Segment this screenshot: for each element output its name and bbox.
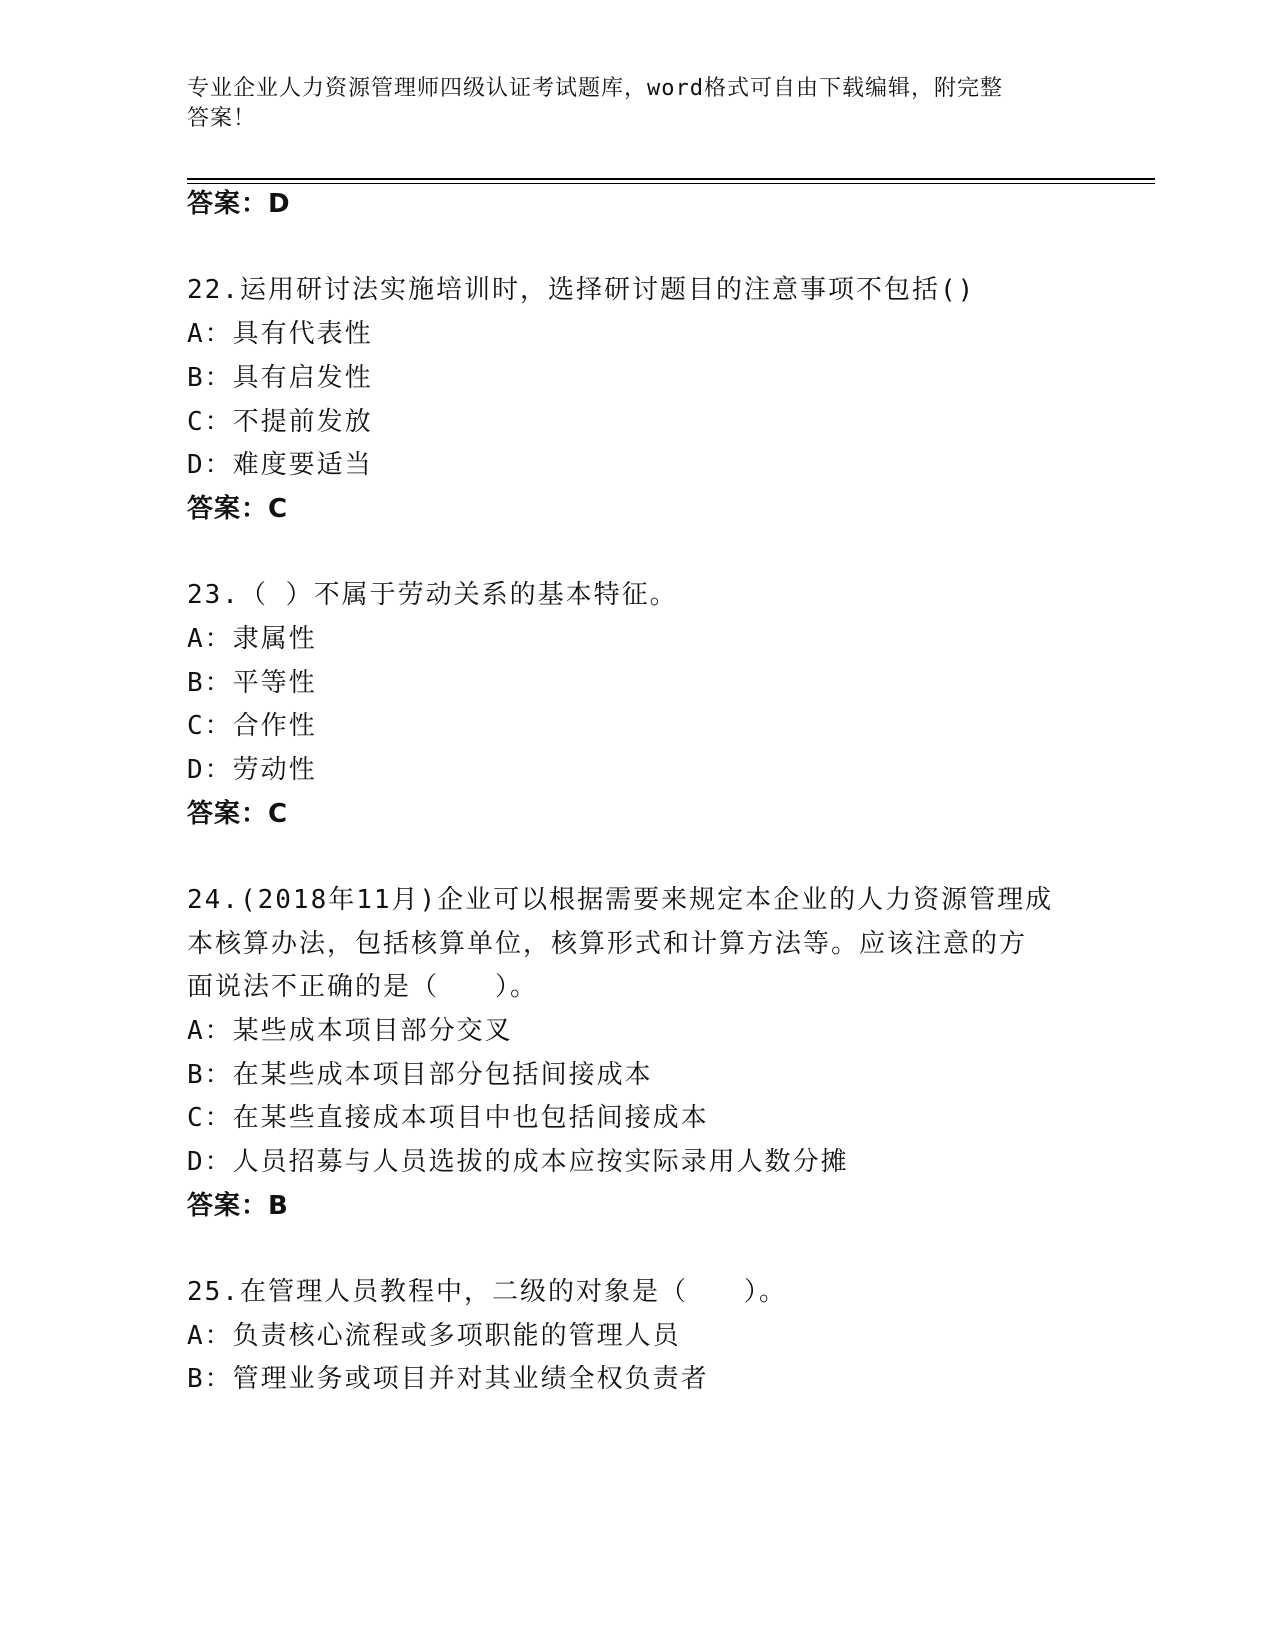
answer-q24: 答案：B — [187, 1191, 289, 1221]
question-25-stem: 25.在管理人员教程中，二级的对象是（ ）。 — [187, 1277, 787, 1307]
question-24-stem-line-2: 本核算办法，包括核算单位，核算形式和计算方法等。应该注意的方 — [187, 929, 1028, 959]
question-23-option-b: B：平等性 — [187, 668, 317, 698]
question-22-stem: 22.运用研讨法实施培训时，选择研讨题目的注意事项不包括() — [187, 275, 976, 305]
question-22-option-c: C：不提前发放 — [187, 407, 373, 437]
header-divider-thick — [187, 178, 1155, 180]
header-line-2: 答案！ — [187, 106, 257, 131]
question-23-stem: 23.（ ）不属于劳动关系的基本特征。 — [187, 580, 678, 610]
question-22-option-d: D：难度要适当 — [187, 450, 373, 480]
question-25-option-a: A：负责核心流程或多项职能的管理人员 — [187, 1321, 681, 1351]
question-23-option-c: C：合作性 — [187, 711, 317, 741]
question-24-stem-line-1: 24.(2018年11月)企业可以根据需要来规定本企业的人力资源管理成 — [187, 885, 1054, 915]
answer-q21: 答案：D — [187, 189, 291, 219]
question-24-option-d: D：人员招募与人员选拔的成本应按实际录用人数分摊 — [187, 1147, 849, 1177]
answer-q23: 答案：C — [187, 799, 289, 829]
header-divider-thin — [187, 183, 1155, 184]
question-23-option-d: D：劳动性 — [187, 755, 317, 785]
question-22-option-b: B：具有启发性 — [187, 363, 373, 393]
header-line-1: 专业企业人力资源管理师四级认证考试题库，word格式可自由下载编辑，附完整 — [187, 76, 1003, 101]
question-22-option-a: A：具有代表性 — [187, 319, 373, 349]
question-24-option-a: A：某些成本项目部分交叉 — [187, 1016, 513, 1046]
answer-q22: 答案：C — [187, 494, 289, 524]
question-25-option-b: B：管理业务或项目并对其业绩全权负责者 — [187, 1364, 709, 1394]
document-header — [187, 74, 1067, 134]
question-24-option-c: C：在某些直接成本项目中也包括间接成本 — [187, 1103, 709, 1133]
question-24-stem-line-3: 面说法不正确的是（ ）。 — [187, 972, 539, 1002]
question-24-option-b: B：在某些成本项目部分包括间接成本 — [187, 1060, 653, 1090]
question-23-option-a: A：隶属性 — [187, 624, 317, 654]
